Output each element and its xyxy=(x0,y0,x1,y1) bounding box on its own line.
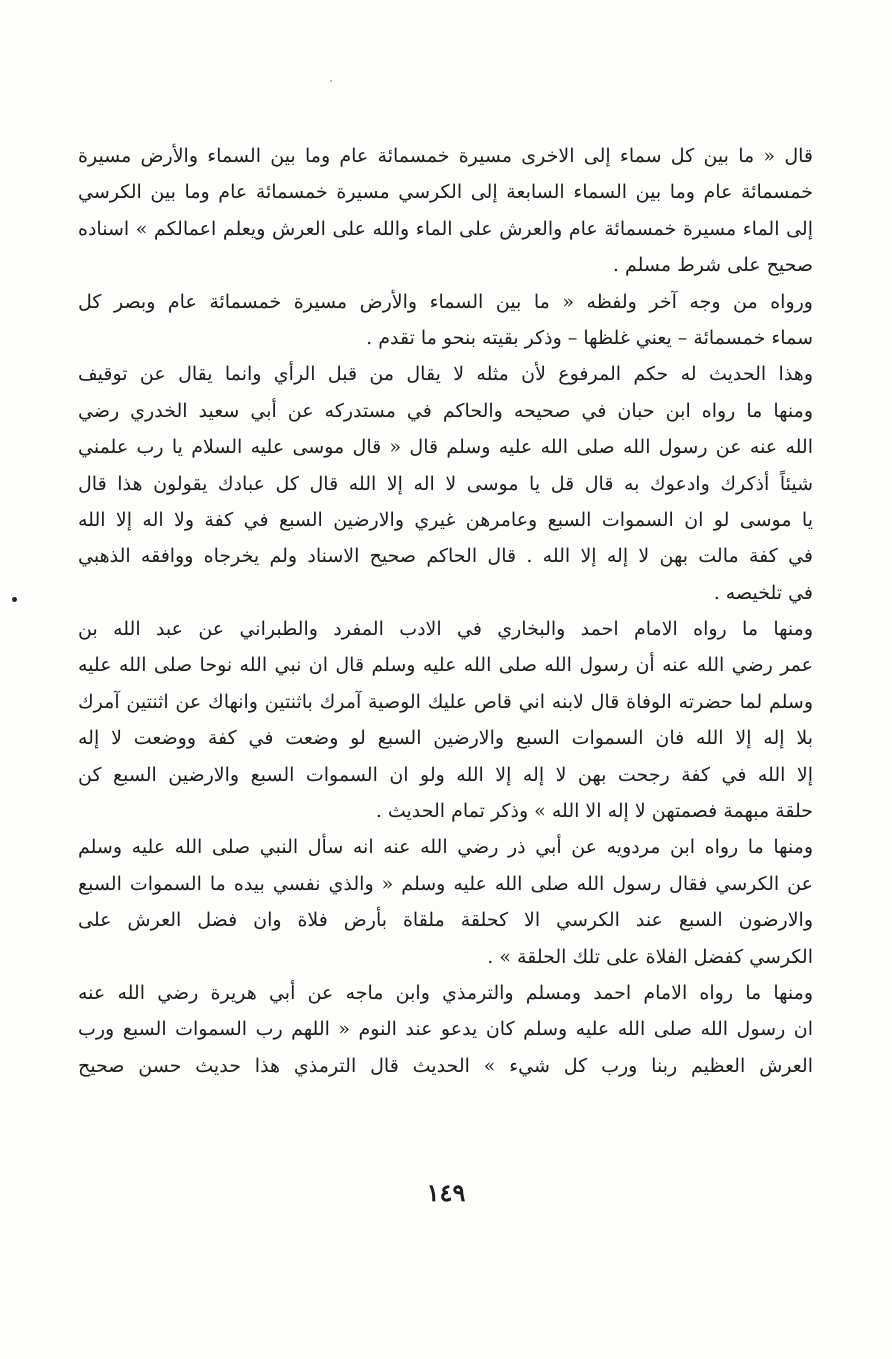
page-number: ١٤٩ xyxy=(426,1178,466,1207)
text-line-17: بلا إله إلا الله فان السموات السبع والارضين السبع لو وضعت في كفة ووضعت لا إله xyxy=(78,727,813,750)
text-line-1: قال « ما بين كل سماء إلى الاخرى مسيرة خمسمائة عام وما بين السماء والأرض مسيرة xyxy=(78,145,813,167)
text-line-6: سماء خمسمائة – يعني غلظها – وذكر بقيته بنحو ما تقدم . xyxy=(366,326,813,349)
text-line-9: الله عنه عن رسول الله صلى الله عليه وسلم قال « قال موسى عليه السلام يا رب علمني xyxy=(78,436,813,459)
text-line-11: يا موسى لو ان السموات السبع وعامرهن غيري والارضين السبع في كفة ولا اله إلا الله xyxy=(78,508,813,531)
text-line-7: وهذا الحديث له حكم المرفوع لأن مثله لا يقال من قبل الرأي وانما يقال عن توقيف xyxy=(78,363,813,386)
text-line-5: ورواه من وجه آخر ولفظه « ما بين السماء والأرض مسيرة خمسمائة عام وبصر كل xyxy=(78,290,813,313)
text-line-18: إلا الله في كفة رجحت بهن لا إله إلا الله ولو ان السموات السبع والارضين السبع كن xyxy=(78,763,813,786)
text-line-2: خمسمائة عام وما بين السماء السابعة إلى الكرسي مسيرة خمسمائة عام وما بين الكرسي xyxy=(78,181,813,204)
text-line-24: ومنها ما رواه الامام احمد ومسلم والترمذي وابن ماجه عن أبي هريرة رضي الله عنه xyxy=(78,981,813,1004)
scan-speck xyxy=(330,80,332,82)
text-line-12: في كفة مالت بهن لا إله إلا الله . قال الحاكم صحيح الاسناد ولم يخرجاه ووافقه الذهبي xyxy=(78,545,813,568)
text-line-8: ومنها ما رواه ابن حبان في صحيحه والحاكم في مستدركه عن أبي سعيد الخدري رضي xyxy=(78,399,813,422)
text-line-23: الكرسي كفضل الفلاة على تلك الحلقة » . xyxy=(487,945,813,968)
text-line-10: شيئاً أذكرك وادعوك به قال قل يا موسى لا اله إلا الله قال كل عبادك يقولون هذا قال xyxy=(78,472,813,495)
text-line-15: عمر رضي الله عنه أن رسول الله صلى الله عليه وسلم قال ان نبي الله نوحا صلى الله عليه xyxy=(78,654,813,677)
text-line-26: العرش العظيم ربنا ورب كل شيء » الحديث قال الترمذي هذا حديث حسن صحيح xyxy=(78,1054,813,1077)
text-line-25: ان رسول الله صلى الله عليه وسلم كان يدعو عند النوم « اللهم رب السموات السبع ورب xyxy=(78,1018,813,1041)
text-line-16: وسلم لما حضرته الوفاة قال لابنه اني قاص عليك الوصية آمرك باثنتين وانهاك عن اثنتين آمرك xyxy=(78,690,813,713)
text-line-4: صحيح على شرط مسلم . xyxy=(612,254,813,277)
text-line-13: في تلخيصه . xyxy=(713,581,813,604)
text-line-3: إلى الماء مسيرة خمسمائة عام والعرش على الماء والله على العرش ويعلم اعمالكم » اسناده xyxy=(78,217,813,240)
margin-dot xyxy=(12,597,17,602)
text-line-19: حلقة مبهمة فصمتهن لا إله الا الله » وذكر تمام الحديث . xyxy=(375,800,813,823)
text-line-22: والارضون السبع عند الكرسي الا كحلقة ملقاة بأرض فلاة وان فضل العرش على xyxy=(78,909,813,932)
text-line-20: ومنها ما رواه ابن مردويه عن أبي ذر رضي الله عنه انه سأل النبي صلى الله عليه وسلم xyxy=(78,836,813,859)
text-line-14: ومنها ما رواه الامام احمد والبخاري في الادب المفرد والطبراني عن عبد الله بن xyxy=(78,618,813,641)
body-text xyxy=(78,138,813,1084)
text-line-21: عن الكرسي فقال رسول الله صلى الله عليه وسلم « والذي نفسي بيده ما السموات السبع xyxy=(78,872,813,895)
